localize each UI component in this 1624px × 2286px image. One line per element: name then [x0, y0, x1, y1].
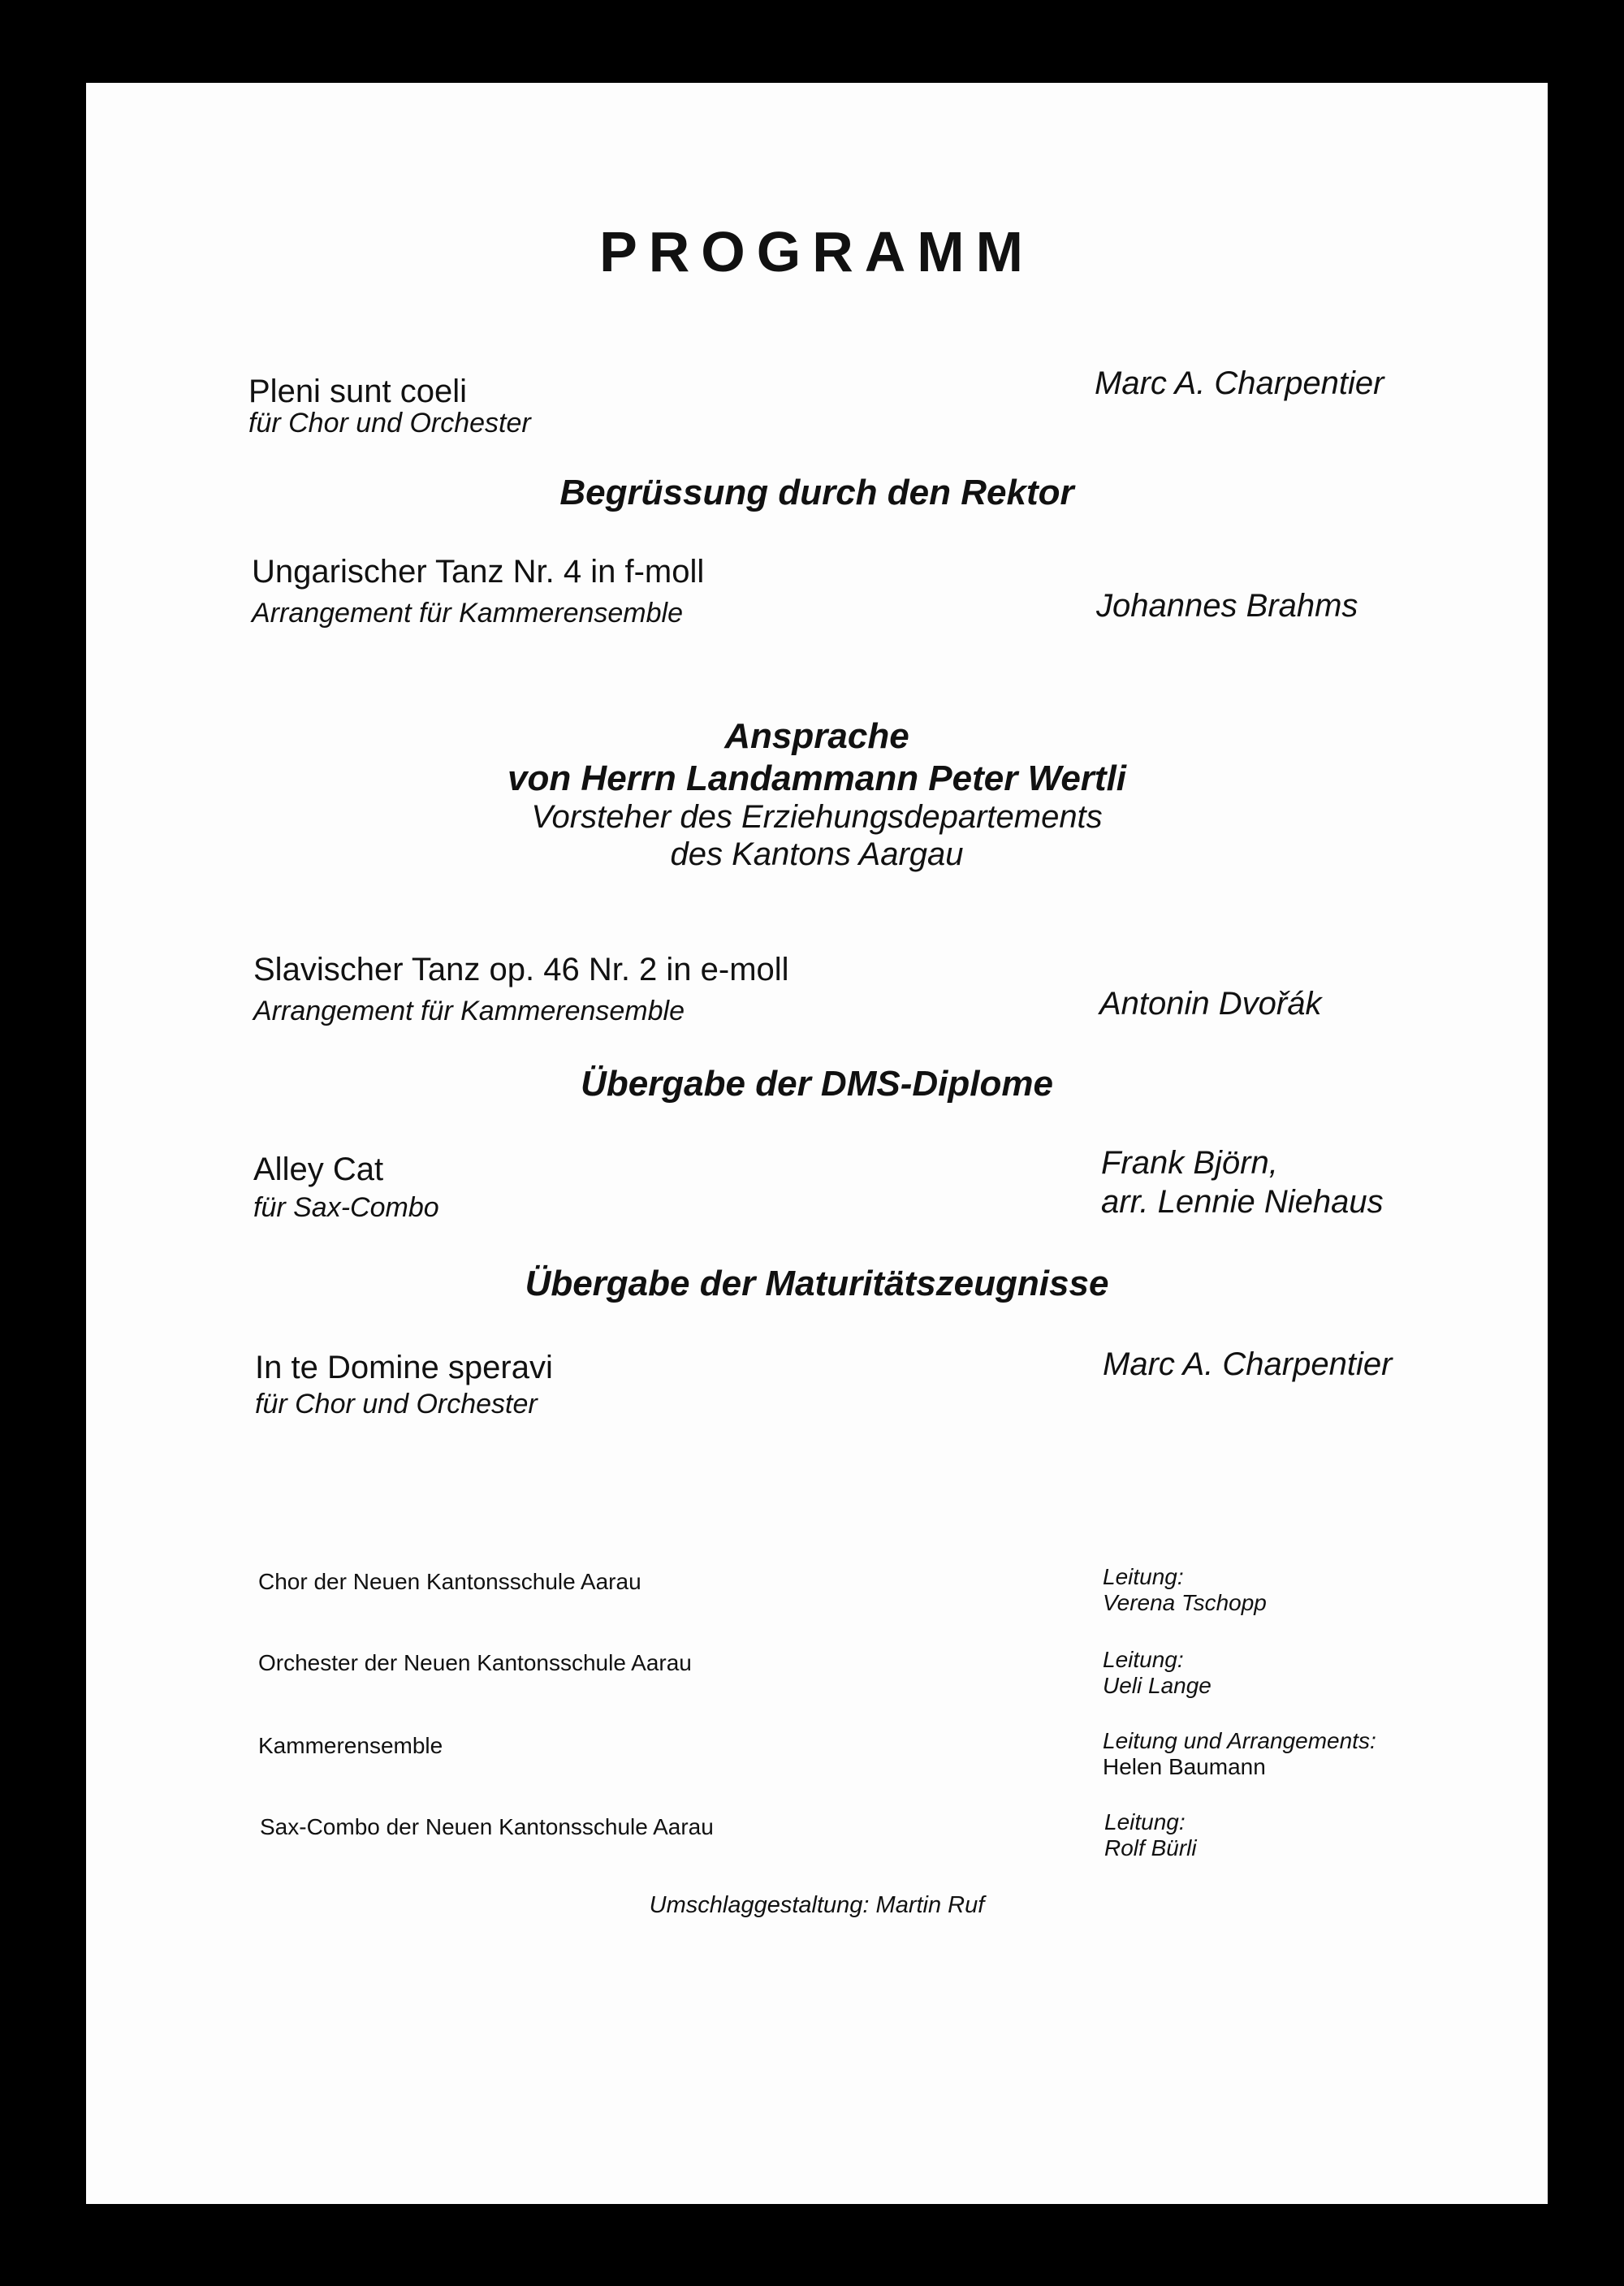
work-title: Alley Cat — [253, 1152, 384, 1187]
composer: Marc A. Charpentier — [1103, 1346, 1393, 1382]
event-heading: Begrüssung durch den Rektor — [559, 473, 1074, 512]
event-heading: Übergabe der Maturitätszeugnisse — [525, 1264, 1109, 1303]
leader-name: Verena Tschopp — [1103, 1590, 1267, 1615]
composer: Marc A. Charpentier — [1095, 365, 1384, 401]
work-detail: Arrangement für Kammerensemble — [252, 598, 684, 629]
composer: Johannes Brahms — [1096, 588, 1358, 624]
leader-label: Leitung und Arrangements: — [1103, 1728, 1376, 1753]
leader-label: Leitung: — [1103, 1647, 1184, 1672]
composer-line2: arr. Lennie Niehaus — [1101, 1184, 1384, 1220]
work-detail: Arrangement für Kammerensemble — [253, 996, 685, 1026]
ensemble-name: Chor der Neuen Kantonsschule Aarau — [258, 1569, 641, 1594]
ensemble-name: Orchester der Neuen Kantonsschule Aarau — [258, 1650, 692, 1675]
work-detail: für Chor und Orchester — [255, 1389, 538, 1420]
ensemble-name: Kammerensemble — [258, 1733, 443, 1758]
work-detail: für Chor und Orchester — [248, 408, 531, 439]
ensemble-name: Sax-Combo der Neuen Kantonsschule Aarau — [260, 1814, 714, 1839]
event-subtitle: des Kantons Aargau — [670, 836, 964, 872]
leader-label: Leitung: — [1104, 1809, 1186, 1834]
leader-label: Leitung: — [1103, 1564, 1184, 1589]
event-heading: Ansprache — [724, 716, 909, 756]
leader-name: Rolf Bürli — [1104, 1835, 1197, 1860]
work-title: Pleni sunt coeli — [248, 374, 468, 409]
program-sheet — [86, 83, 1548, 2204]
work-detail: für Sax-Combo — [253, 1192, 439, 1223]
event-heading: Übergabe der DMS-Diplome — [581, 1064, 1053, 1104]
leader-name: Helen Baumann — [1103, 1754, 1266, 1779]
event-subtitle: Vorsteher des Erziehungsdepartements — [531, 799, 1103, 835]
work-title: Slavischer Tanz op. 46 Nr. 2 in e-moll — [253, 952, 789, 987]
work-title: Ungarischer Tanz Nr. 4 in f-moll — [252, 554, 705, 590]
composer: Frank Björn, — [1101, 1145, 1278, 1181]
leader-name: Ueli Lange — [1103, 1673, 1212, 1698]
cover-design-credit: Umschlaggestaltung: Martin Ruf — [649, 1892, 985, 1918]
work-title: In te Domine speravi — [255, 1350, 553, 1385]
event-heading-line2: von Herrn Landammann Peter Wertli — [507, 758, 1127, 798]
composer: Antonin Dvořák — [1099, 986, 1322, 1022]
page-title: PROGRAMM — [599, 220, 1034, 283]
